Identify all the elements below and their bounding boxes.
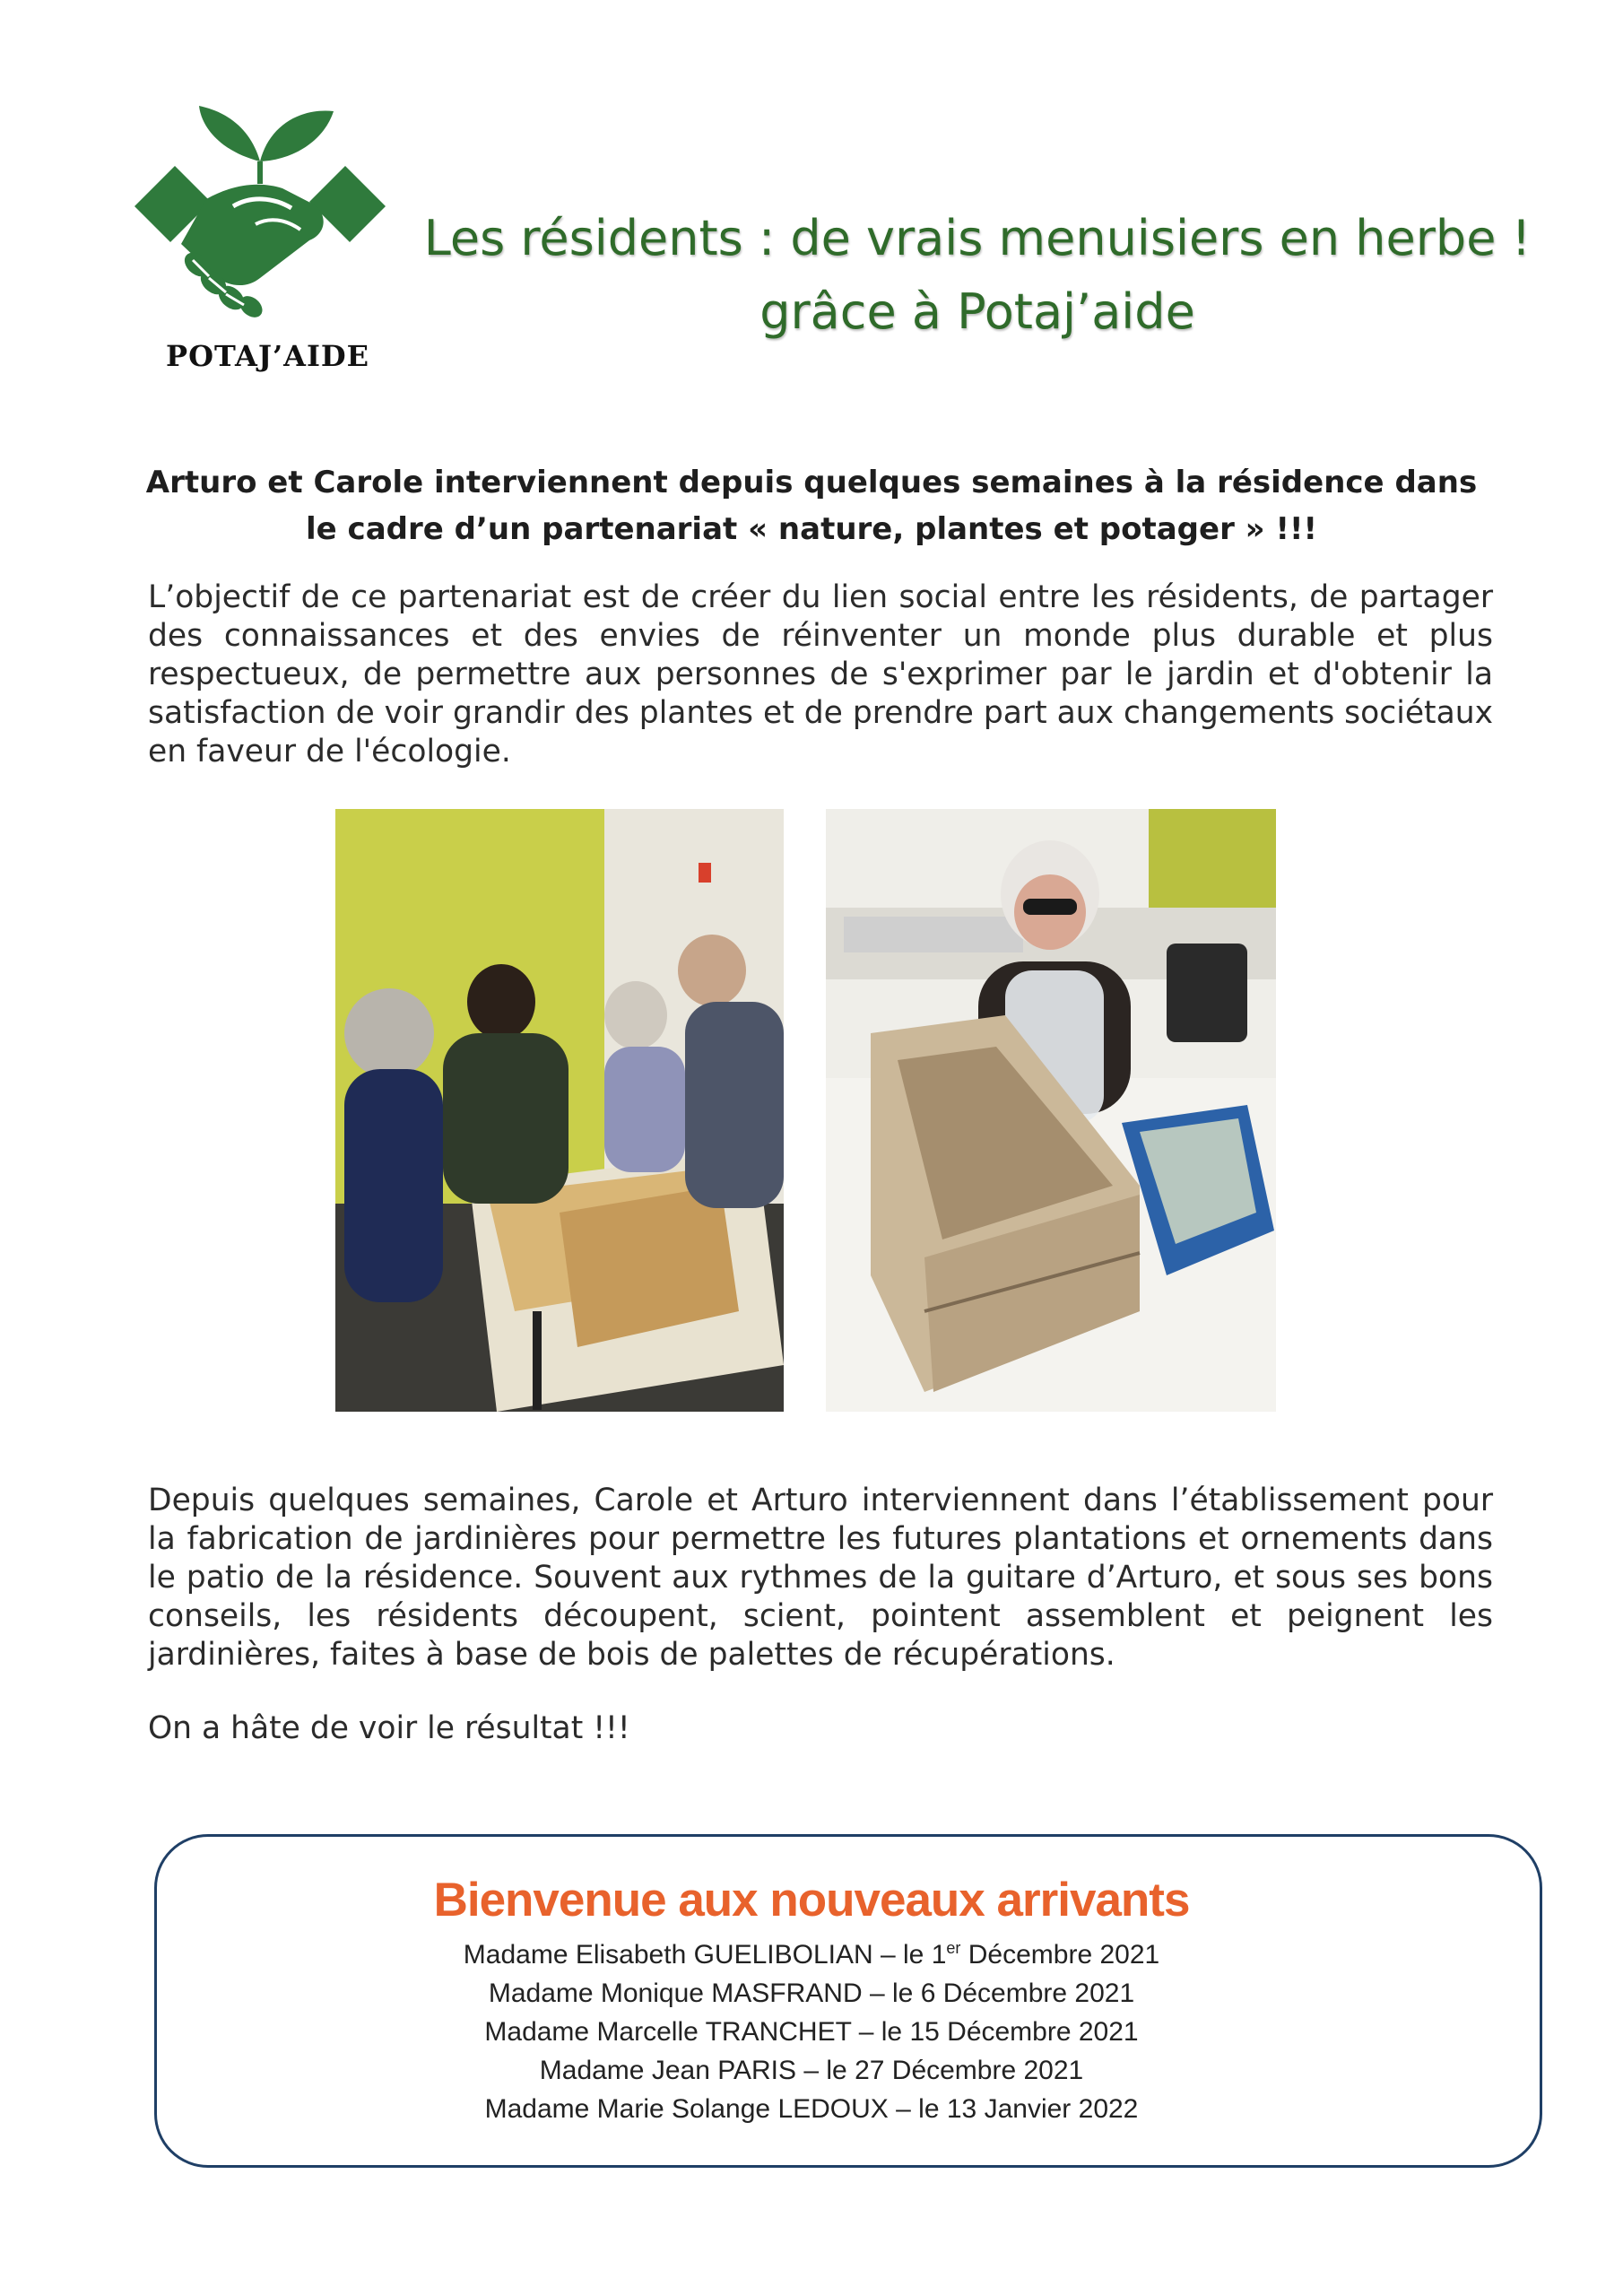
arrival-item: Madame Elisabeth GUELIBOLIAN – le 1er Décembre 2021 [463, 1939, 1160, 1970]
arrivals-list [0, 1935, 1623, 2128]
arrival-item: Madame Jean PARIS – le 27 Décembre 2021 [539, 2056, 1084, 2085]
logo-label: POTAJ’AIDE [166, 339, 370, 373]
welcome-title: Bienvenue aux nouveaux arrivants [433, 1874, 1190, 1926]
handshake-plant-icon [126, 99, 395, 332]
photo-workshop-group [335, 809, 784, 1412]
paragraph-objective: L’objectif de ce partenariat est de créer du lien social entre les résidents, de partager des connaissances et des envies de réinventer un monde plus durable et plus respectueux, de permettre aux personnes de s'exprimer par le jardin et d'obtenir la satisfaction de voir grandir des plantes et de prendre part aux changements sociétaux en faveur de l'écologie. [148, 579, 1493, 770]
arrival-item: Madame Monique MASFRAND – le 6 Décembre 2021 [488, 1979, 1135, 2008]
arrival-item: Madame Marie Solange LEDOUX – le 13 Janvier 2022 [484, 2094, 1139, 2124]
photo-resident-planter [826, 809, 1276, 1412]
potajaide-logo [117, 90, 404, 386]
paragraph-closing: On a hâte de voir le résultat !!! [148, 1710, 630, 1746]
title-line-1: Les résidents : de vrais menuisiers en herbe ! [423, 210, 1532, 266]
intro-text: Arturo et Carole interviennent depuis quelques semaines à la résidence dans le cadre d’un partenariat « nature, plantes et potager » !!! [145, 465, 1478, 547]
page-title [395, 202, 1560, 349]
paragraph-workshop: Depuis quelques semaines, Carole et Arturo interviennent dans l’établissement pour la fabrication de jardinières pour permettre les futures plantations et ornements dans le patio de la résidence. Souvent aux rythmes de la guitare d’Arturo, et sous ses bons conseils, les résidents découpent, scient, pointent assemblent et peignent les jardinières, faites à base de bois de palettes de récupérations. [148, 1483, 1493, 1673]
title-line-2: grâce à Potaj’aide [759, 283, 1195, 340]
arrival-item: Madame Marcelle TRANCHET – le 15 Décembre 2021 [484, 2017, 1139, 2047]
